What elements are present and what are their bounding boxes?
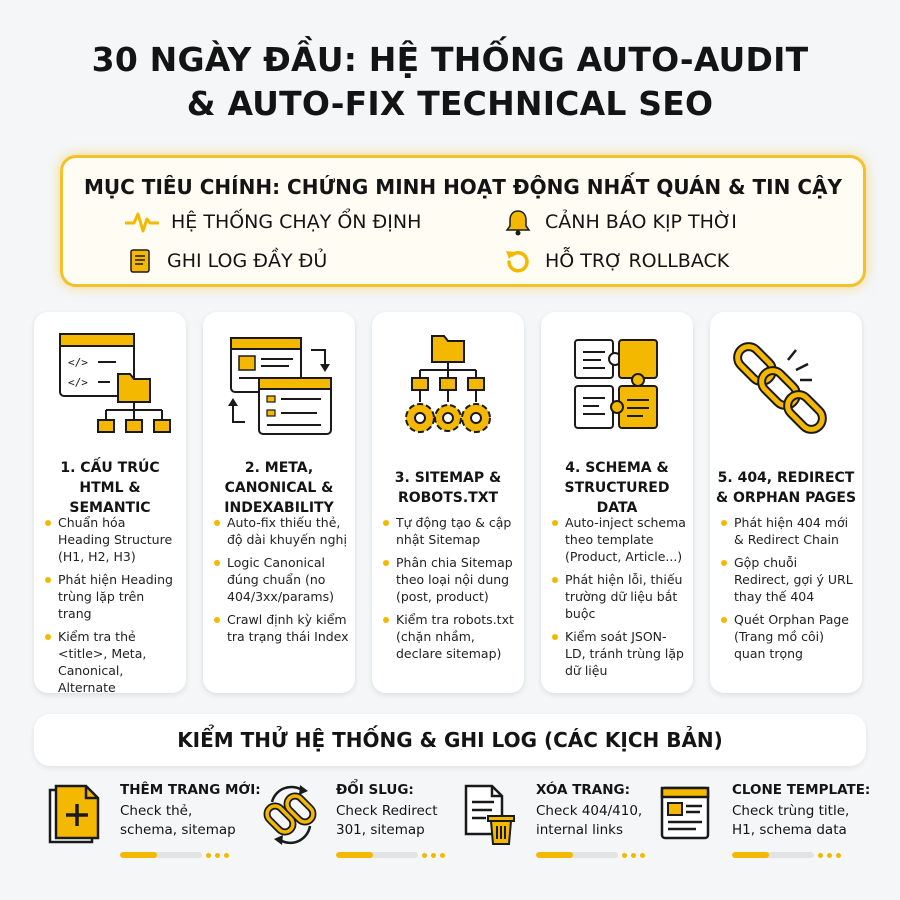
testing-section-title: KIỂM THỬ HỆ THỐNG & GHI LOG (CÁC KỊCH BẢN) — [34, 714, 866, 766]
card-bullet-list — [44, 514, 180, 702]
scenario-delete-page — [452, 778, 657, 868]
puzzle-icon — [553, 330, 681, 442]
goal-item-label: HỆ THỐNG CHẠY ỔN ĐỊNH — [171, 211, 422, 233]
progress-dot — [224, 853, 229, 858]
scenario-change-slug — [252, 778, 457, 868]
card-bullet: Quét Orphan Page (Trang mồ côi) quan trọng — [720, 611, 856, 662]
card-meta-canonical — [203, 312, 355, 693]
card-sitemap-robots — [372, 312, 524, 693]
scenario-label: ĐỔI SLUG: — [336, 782, 414, 798]
scenario-progress — [120, 852, 229, 858]
goal-item-label: GHI LOG ĐẦY ĐỦ — [167, 250, 328, 272]
goal-item-stable — [125, 210, 421, 234]
card-bullet: Phân chia Sitemap theo loại nội dung (post, product) — [382, 554, 518, 605]
svg-text:</>: </> — [68, 376, 88, 389]
progress-bar — [120, 852, 202, 858]
card-bullet: Phát hiện Heading trùng lặp trên trang — [44, 571, 180, 622]
rollback-icon — [503, 246, 533, 276]
progress-dot — [215, 853, 220, 858]
goal-item-rollback — [503, 246, 729, 276]
progress-dot — [818, 853, 823, 858]
html-structure-icon — [46, 330, 174, 442]
goal-item-alert — [503, 208, 737, 236]
card-bullet: Kiểm tra robots.txt (chặn nhầm, declare sitemap) — [382, 611, 518, 662]
progress-bar — [336, 852, 418, 858]
card-bullet: Tự động tạo & cập nhật Sitemap — [382, 514, 518, 548]
scenario-progress — [536, 852, 645, 858]
page-title-line-1: 30 NGÀY ĐẦU: HỆ THỐNG AUTO-AUDIT — [91, 40, 809, 79]
scenario-description: Check 404/410, internal links — [536, 803, 643, 838]
scenario-add-page — [36, 778, 261, 868]
card-bullet: Chuẩn hóa Heading Structure (H1, H2, H3) — [44, 514, 180, 565]
progress-fill — [732, 852, 769, 858]
sitemap-gears-icon — [384, 330, 512, 442]
progress-fill — [536, 852, 573, 858]
card-bullet-list — [213, 514, 349, 651]
card-bullet: Kiểm soát JSON-LD, tránh trùng lặp dữ liệu — [551, 628, 687, 679]
card-bullet: Auto-inject schema theo template (Product, Article...) — [551, 514, 687, 565]
progress-dot — [631, 853, 636, 858]
scenario-label: THÊM TRANG MỚI: — [120, 782, 261, 798]
card-bullet: Kiểm tra thẻ <title>, Meta, Canonical, Alternate — [44, 628, 180, 696]
card-html-semantic — [34, 312, 186, 693]
progress-bar — [732, 852, 814, 858]
card-title: 5. 404, REDIRECT & ORPHAN PAGES — [715, 470, 857, 506]
card-bullet: Crawl định kỳ kiểm tra trạng thái Index — [213, 611, 349, 645]
scenario-label: CLONE TEMPLATE: — [732, 782, 871, 798]
card-bullet: Auto-fix thiếu thẻ, độ dài khuyến nghị — [213, 514, 349, 548]
card-title: 4. SCHEMA & STRUCTURED DATA — [564, 460, 670, 516]
progress-fill — [336, 852, 373, 858]
delete-page-icon — [462, 782, 520, 846]
goal-item-logging — [125, 246, 327, 276]
progress-dot — [836, 853, 841, 858]
card-404-redirect — [710, 312, 862, 693]
progress-dot — [640, 853, 645, 858]
progress-dot — [827, 853, 832, 858]
scroll-icon — [125, 246, 155, 276]
add-page-icon — [46, 782, 104, 846]
scenario-label: XÓA TRANG: — [536, 782, 631, 798]
goal-item-label: CẢNH BÁO KỊP THỜI — [545, 211, 737, 233]
page-title — [0, 38, 900, 126]
progress-dot — [440, 853, 445, 858]
progress-dot — [422, 853, 427, 858]
card-bullet-list — [720, 514, 856, 668]
scenario-description: Check Redirect 301, sitemap — [336, 803, 438, 838]
scenario-description: Check thẻ, schema, sitemap — [120, 803, 236, 838]
bell-icon — [503, 208, 533, 236]
card-bullet: Phát hiện lỗi, thiếu trường dữ liệu bắt buộc — [551, 571, 687, 622]
progress-dot — [206, 853, 211, 858]
card-bullet: Gộp chuỗi Redirect, gợi ý URL thay thế 404 — [720, 554, 856, 605]
goal-item-label: HỖ TRỢ ROLLBACK — [545, 250, 730, 272]
card-schema — [541, 312, 693, 693]
scenario-progress — [336, 852, 445, 858]
clone-template-icon — [658, 782, 716, 846]
scenario-description: Check trùng title, H1, schema data — [732, 803, 850, 838]
card-bullet: Phát hiện 404 mới & Redirect Chain — [720, 514, 856, 548]
scenario-clone-template — [648, 778, 871, 868]
progress-dot — [622, 853, 627, 858]
svg-text:</>: </> — [68, 356, 88, 369]
broken-chain-icon — [722, 330, 850, 442]
page-title-line-2: & AUTO-FIX TECHNICAL SEO — [186, 84, 714, 123]
card-title: 1. CẤU TRÚC HTML & SEMANTIC — [60, 460, 160, 516]
card-bullet: Logic Canonical đúng chuẩn (no 404/3xx/params) — [213, 554, 349, 605]
progress-fill — [120, 852, 157, 858]
meta-pages-icon — [215, 330, 343, 442]
card-title: 3. SITEMAP & ROBOTS.TXT — [394, 470, 502, 506]
card-bullet-list — [382, 514, 518, 668]
card-title: 2. META, CANONICAL & INDEXABILITY — [224, 460, 334, 516]
main-goal-title: MỤC TIÊU CHÍNH: CHỨNG MINH HOẠT ĐỘNG NHẤT QUÁN & TIN CẬY — [84, 175, 842, 199]
scenario-progress — [732, 852, 841, 858]
progress-bar — [536, 852, 618, 858]
card-bullet-list — [551, 514, 687, 685]
pulse-icon — [125, 210, 159, 234]
link-cycle-icon — [262, 782, 320, 846]
progress-dot — [431, 853, 436, 858]
main-goal-box — [60, 155, 866, 287]
